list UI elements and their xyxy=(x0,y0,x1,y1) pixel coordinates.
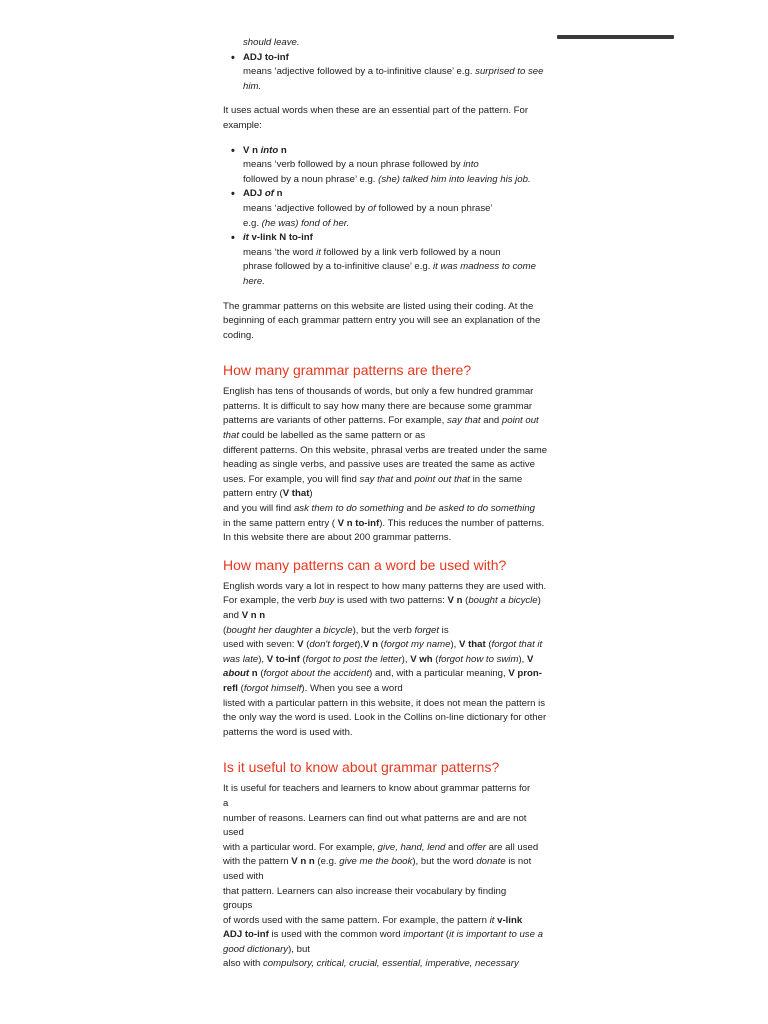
section-heading: How many grammar patterns are there? xyxy=(223,362,472,379)
section-heading: Is it useful to know about grammar patterns? xyxy=(223,759,500,776)
example-fragment: should leave. xyxy=(243,37,300,48)
paragraph: The grammar patterns on this website are listed using their coding. At the beginning of each grammar pattern entry you will see an explanation of the coding. xyxy=(223,300,541,341)
paragraph: It uses actual words when these are an essential part of the pattern. For example: xyxy=(223,105,529,131)
list-item: • V n into n means ‘verb followed by a noun phrase followed by into followed by a noun phrase’ e.g. (she) talked him into leaving his job. xyxy=(243,144,553,188)
pattern-description: means ‘adjective followed by a to-infinitive clause’ e.g. xyxy=(243,66,476,78)
list-item: • it v-link N to-inf means ‘the word it followed by a link verb followed by a noun phrase followed by a to-infinitive clause’ e.g. it was madness to come here. xyxy=(243,231,553,289)
list-item: • ADJ of n means ‘adjective followed by of followed by a noun phrase’ e.g. (he was) fond of her. xyxy=(243,187,553,231)
pattern-list-top xyxy=(223,36,553,94)
pattern-term: • ADJ to-inf xyxy=(243,52,289,63)
top-scroll-indicator xyxy=(557,35,674,39)
pattern-term: • it v-link N to-inf xyxy=(243,232,313,243)
section-heading: How many patterns can a word be used with? xyxy=(223,556,507,573)
pattern-list-words xyxy=(223,144,553,290)
list-item xyxy=(243,51,553,95)
article-body xyxy=(223,36,553,972)
paragraph: English has tens of thousands of words, but only a few hundred grammar patterns. It is difficult to say how many there are because some grammar patterns are variants of other patterns. For example, say that and point out that could be labelled as the same pattern or as different patterns. On this website, phrasal verbs are treated under the same heading as single verbs, and passive uses are treated the same as active uses. For example, you will find say that and point out that in the same pattern entry (V that) and you will find ask them to do something and be asked to do something in the same pattern entry ( V n to-inf). This reduces the number of patterns. In this website there are about 200 grammar patterns. xyxy=(223,386,548,544)
list-item xyxy=(243,36,553,51)
pattern-term: • V n into n xyxy=(243,145,287,156)
pattern-term: • ADJ of n xyxy=(243,188,282,199)
paragraph: English words vary a lot in respect to how many patterns they are used with. For example, the verb buy is used with two patterns: V n (bought a bicycle) and V n n (bought her daughter a bicycle), but the verb forget is used with seven: V (don't forget),V n (forgot my name), V that (forgot that it was late), V to-inf (forgot to post the letter), V wh (forgot how to swim), V about n (forgot about the accident) and, with a particular meaning, V pron-refl (forgot himself). When you see a word listed with a particular pattern in this website, it does not mean the pattern is the only way the word is used. Look in the Collins on-line dictionary for other patterns the word is used with. xyxy=(223,580,547,738)
paragraph: It is useful for teachers and learners to know about grammar patterns for a number of reasons. Learners can find out what patterns are and are not used with a particular word. For example, give, hand, lend and offer are all used with the pattern V n n (e.g. give me the book), but the word donate is not used with that pattern. Learners can also increase their vocabulary by finding groups of words used with the same pattern. For example, the pattern it v-link ADJ to-inf is used with the common word important (it is important to use a good dictionary), but also with compulsory, critical, crucial, essential, imperative, necessary xyxy=(223,783,543,970)
pattern-example: surprised to see him. xyxy=(243,66,544,92)
